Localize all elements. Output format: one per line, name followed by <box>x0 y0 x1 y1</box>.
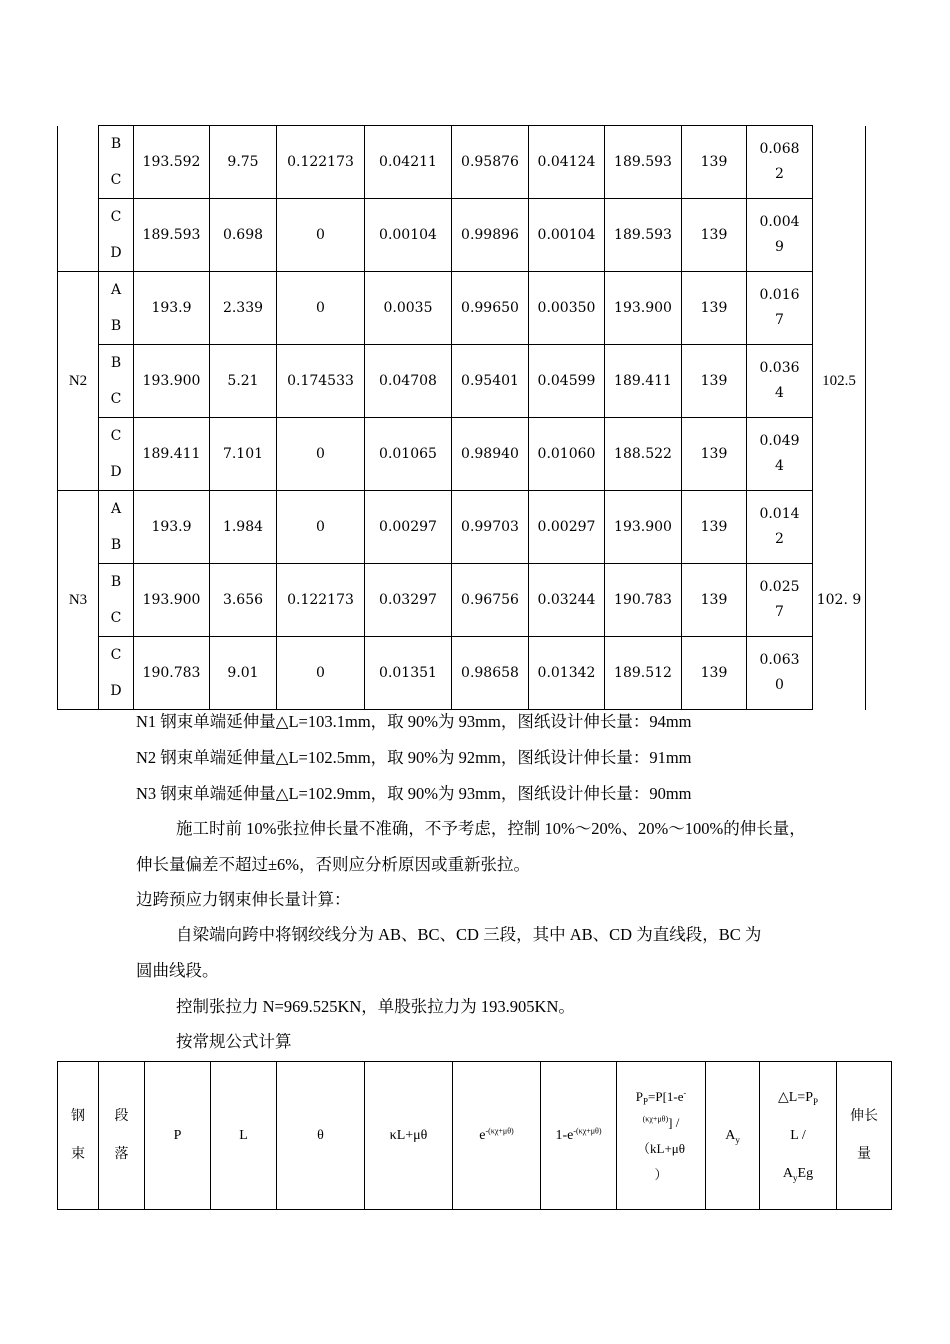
pp-cell: 193.900 <box>605 491 682 564</box>
l-cell: 7.101 <box>210 418 277 491</box>
segment-cell: A B <box>99 491 134 564</box>
pp-cell: 189.593 <box>605 126 682 199</box>
paragraph-n2-elongation: N2 钢束单端延伸量△L=102.5mm，取 90%为 92mm，图纸设计伸长量：91mm <box>136 748 692 767</box>
pp-cell: 189.593 <box>605 199 682 272</box>
e-cell: 0.99703 <box>452 491 529 564</box>
one-minus-e-cell: 0.03244 <box>529 564 605 637</box>
e-cell: 0.96756 <box>452 564 529 637</box>
e-cell: 0.99896 <box>452 199 529 272</box>
pp-cell: 188.522 <box>605 418 682 491</box>
delta-l-cell: 0.063 0 <box>747 637 813 710</box>
kl-cell: 0.04708 <box>365 345 452 418</box>
table-row <box>58 126 866 199</box>
header-ay: $A_y$ <box>706 1062 760 1210</box>
paragraph-control-note-line1: 施工时前 10%张拉伸长量不准确，不予考虑，控制 10%～20%、20%～100%的伸长量， <box>176 819 806 838</box>
l-cell: 2.339 <box>210 272 277 345</box>
ay-cell: 139 <box>682 491 747 564</box>
l-cell: 3.656 <box>210 564 277 637</box>
total-cell-n2: 102.5 <box>813 272 866 491</box>
header-tendon: 钢 束 <box>58 1062 99 1210</box>
theta-cell: 0 <box>277 199 365 272</box>
header-pp-formula: $P_P=P[1-e^-$ $^{(\kappa\chi+\mu\theta)}$] / （kL+μθ ） <box>617 1062 706 1210</box>
segment-cell: B C <box>99 126 134 199</box>
segment-cell: B C <box>99 564 134 637</box>
theta-cell: 0.122173 <box>277 564 365 637</box>
table-row <box>58 564 866 637</box>
header-one-minus-e-exp: $1-e^{-(\kappa\chi+\mu\theta)}$ <box>541 1062 617 1210</box>
total-cell-n1 <box>813 126 866 272</box>
header-row <box>58 1062 892 1210</box>
one-minus-e-cell: 0.01060 <box>529 418 605 491</box>
table-row <box>58 199 866 272</box>
one-minus-e-cell: 0.00104 <box>529 199 605 272</box>
segment-cell: C D <box>99 637 134 710</box>
ay-cell: 139 <box>682 345 747 418</box>
header-kl-mu-theta: κL+μθ <box>365 1062 453 1210</box>
header-e-exp: $e^{-(\kappa\chi+\mu\theta)}$ <box>453 1062 541 1210</box>
segment-cell: A B <box>99 272 134 345</box>
l-cell: 5.21 <box>210 345 277 418</box>
tension-table-body <box>58 126 866 710</box>
tension-table-continued <box>57 125 866 710</box>
segment-cell: B C <box>99 345 134 418</box>
tendon-cell-n1 <box>58 126 99 272</box>
kl-cell: 0.03297 <box>365 564 452 637</box>
delta-l-cell: 0.014 2 <box>747 491 813 564</box>
l-cell: 0.698 <box>210 199 277 272</box>
theta-cell: 0.174533 <box>277 345 365 418</box>
e-cell: 0.95401 <box>452 345 529 418</box>
theta-cell: 0 <box>277 491 365 564</box>
kl-cell: 0.0035 <box>365 272 452 345</box>
kl-cell: 0.04211 <box>365 126 452 199</box>
segment-cell: C D <box>99 199 134 272</box>
p-cell: 193.9 <box>134 491 210 564</box>
delta-l-cell: 0.016 7 <box>747 272 813 345</box>
section-heading-side-span: 边跨预应力钢束伸长量计算： <box>136 890 351 909</box>
one-minus-e-cell: 0.04124 <box>529 126 605 199</box>
paragraph-n1-elongation: N1 钢束单端延伸量△L=103.1mm，取 90%为 93mm，图纸设计伸长量：94mm <box>136 712 692 731</box>
p-cell: 193.592 <box>134 126 210 199</box>
ay-cell: 139 <box>682 637 747 710</box>
l-cell: 9.01 <box>210 637 277 710</box>
header-l: L <box>211 1062 277 1210</box>
paragraph-tension-force: 控制张拉力 N=969.525KN，单股张拉力为 193.905KN。 <box>176 997 575 1016</box>
one-minus-e-cell: 0.04599 <box>529 345 605 418</box>
theta-cell: 0.122173 <box>277 126 365 199</box>
p-cell: 193.900 <box>134 345 210 418</box>
pp-cell: 189.411 <box>605 345 682 418</box>
table-row <box>58 345 866 418</box>
header-segment: 段 落 <box>99 1062 145 1210</box>
p-cell: 189.593 <box>134 199 210 272</box>
l-cell: 9.75 <box>210 126 277 199</box>
pp-cell: 189.512 <box>605 637 682 710</box>
header-theta: θ <box>277 1062 365 1210</box>
pp-cell: 193.900 <box>605 272 682 345</box>
segment-cell: C D <box>99 418 134 491</box>
p-cell: 189.411 <box>134 418 210 491</box>
pp-cell: 190.783 <box>605 564 682 637</box>
one-minus-e-cell: 0.00350 <box>529 272 605 345</box>
paragraph-segments-line2: 圆曲线段。 <box>136 961 219 980</box>
paragraph-segments-line1: 自梁端向跨中将钢绞线分为 AB、BC、CD 三段，其中 AB、CD 为直线段，BC 为 <box>176 925 762 944</box>
ay-cell: 139 <box>682 418 747 491</box>
kl-cell: 0.00104 <box>365 199 452 272</box>
formula-header-table <box>57 1061 892 1210</box>
e-cell: 0.99650 <box>452 272 529 345</box>
e-cell: 0.98940 <box>452 418 529 491</box>
delta-l-cell: 0.025 7 <box>747 564 813 637</box>
kl-cell: 0.01065 <box>365 418 452 491</box>
table-row <box>58 272 866 345</box>
theta-cell: 0 <box>277 418 365 491</box>
ay-cell: 139 <box>682 272 747 345</box>
theta-cell: 0 <box>277 637 365 710</box>
paragraph-formula-intro: 按常规公式计算 <box>176 1032 292 1051</box>
delta-l-cell: 0.036 4 <box>747 345 813 418</box>
one-minus-e-cell: 0.00297 <box>529 491 605 564</box>
delta-l-cell: 0.068 2 <box>747 126 813 199</box>
p-cell: 193.900 <box>134 564 210 637</box>
header-p: P <box>145 1062 211 1210</box>
theta-cell: 0 <box>277 272 365 345</box>
e-cell: 0.95876 <box>452 126 529 199</box>
paragraph-n3-elongation: N3 钢束单端延伸量△L=102.9mm，取 90%为 93mm，图纸设计伸长量：90mm <box>136 784 692 803</box>
ay-cell: 139 <box>682 126 747 199</box>
table-row <box>58 418 866 491</box>
p-cell: 190.783 <box>134 637 210 710</box>
e-cell: 0.98658 <box>452 637 529 710</box>
header-elongation: 伸长 量 <box>837 1062 892 1210</box>
paragraph-control-note-line2: 伸长量偏差不超过±6%，否则应分析原因或重新张拉。 <box>136 855 531 874</box>
ay-cell: 139 <box>682 199 747 272</box>
delta-l-cell: 0.004 9 <box>747 199 813 272</box>
l-cell: 1.984 <box>210 491 277 564</box>
tendon-cell-n2: N2 <box>58 272 99 491</box>
total-cell-n3: 102. 9 <box>813 491 866 710</box>
table-row <box>58 491 866 564</box>
ay-cell: 139 <box>682 564 747 637</box>
one-minus-e-cell: 0.01342 <box>529 637 605 710</box>
delta-l-cell: 0.049 4 <box>747 418 813 491</box>
p-cell: 193.9 <box>134 272 210 345</box>
tendon-cell-n3: N3 <box>58 491 99 710</box>
kl-cell: 0.00297 <box>365 491 452 564</box>
kl-cell: 0.01351 <box>365 637 452 710</box>
header-delta-l-formula: $\triangle L=P_P$ L / $A_yEg$ <box>760 1062 837 1210</box>
table-row <box>58 637 866 710</box>
